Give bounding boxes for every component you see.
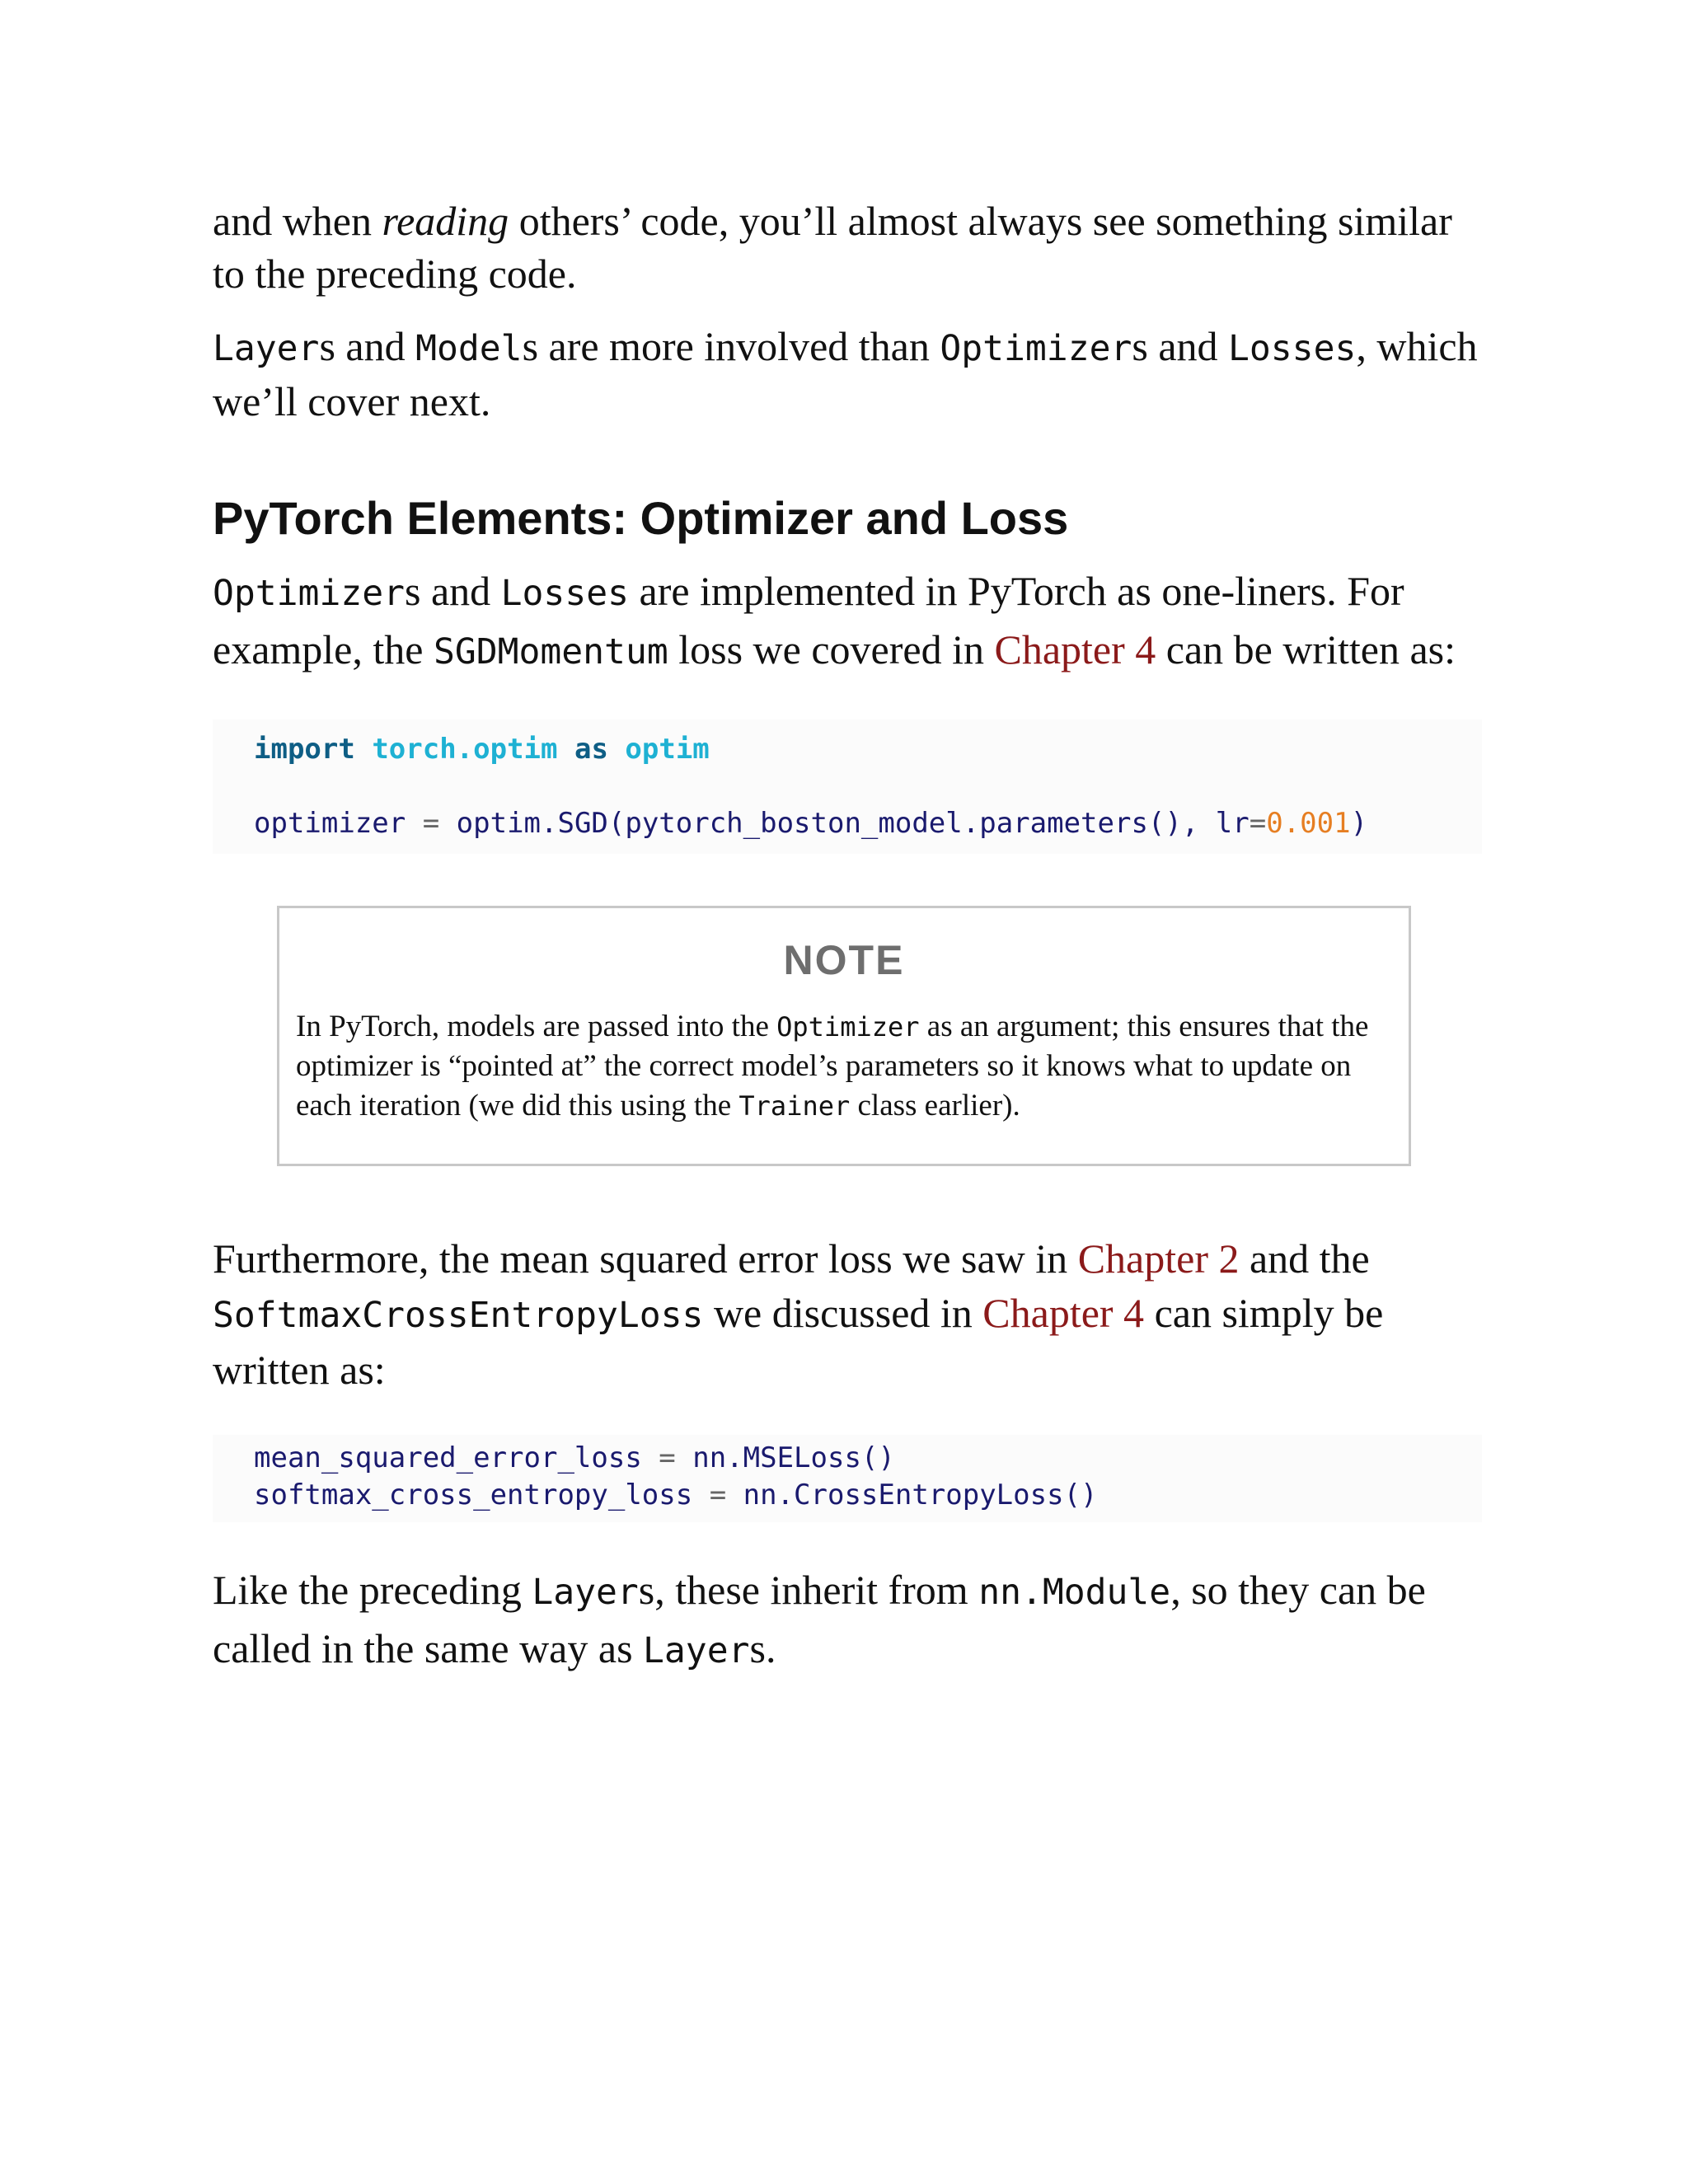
code-keyword: as xyxy=(574,733,608,766)
code-number: 0.001 xyxy=(1266,807,1351,840)
text: s and xyxy=(1132,323,1229,369)
code-identifier: softmax_cross_entropy_loss xyxy=(254,1479,693,1511)
inline-code: nn.Module xyxy=(978,1572,1171,1613)
inline-code: SGDMomentum xyxy=(433,631,668,673)
code-operator: = xyxy=(1249,807,1267,840)
note-box xyxy=(277,906,1411,1166)
chapter-4-link[interactable]: Chapter 4 xyxy=(982,1290,1145,1336)
chapter-2-link[interactable]: Chapter 2 xyxy=(1077,1235,1240,1282)
code-operator: = xyxy=(641,1441,693,1474)
code-module: torch.optim xyxy=(372,733,558,766)
text: are implemented in PyTorch as one-liners. For example, the xyxy=(213,568,1404,673)
chapter-4-link[interactable]: Chapter 4 xyxy=(994,626,1156,673)
section-heading: PyTorch Elements: Optimizer and Loss xyxy=(213,492,1069,544)
text: s. xyxy=(749,1625,776,1671)
text: In PyTorch, models are passed into the xyxy=(296,1010,777,1043)
text: can simply be written as: xyxy=(213,1290,1384,1393)
code-expression: nn.CrossEntropyLoss() xyxy=(743,1479,1098,1511)
code-block-optimizer xyxy=(213,719,1482,854)
code-expression: nn.MSELoss() xyxy=(692,1441,895,1474)
paragraph-optimizers xyxy=(213,563,1482,680)
inline-code: Optimizer xyxy=(213,573,405,614)
note-title: NOTE xyxy=(783,937,905,983)
code-expression: optim.SGD(pytorch_boston_model.parameters(), lr xyxy=(456,807,1250,840)
italic-text: reading xyxy=(382,198,509,244)
text: s and xyxy=(405,568,501,614)
text: Furthermore, the mean squared error loss we saw in xyxy=(213,1235,1078,1282)
text: loss we covered in xyxy=(668,626,995,673)
text: others’ code, you’ll almost always see something similar to the preceding code. xyxy=(213,198,1452,297)
code-identifier: optimizer xyxy=(254,807,406,840)
paragraph-losses xyxy=(213,1231,1482,1397)
inline-code: Optimizer xyxy=(776,1011,920,1043)
code-operator: = xyxy=(692,1479,743,1511)
text: s are more involved than xyxy=(522,323,940,369)
paragraph-reading-code xyxy=(213,194,1482,300)
inline-code: Losses xyxy=(1228,328,1357,369)
text: , so they can be called in the same way as xyxy=(213,1567,1426,1671)
text: and the xyxy=(1239,1235,1370,1282)
inline-code: Layer xyxy=(643,1630,750,1671)
code-punctuation: ) xyxy=(1350,807,1368,840)
text: can be written as: xyxy=(1156,626,1456,673)
inline-code: SoftmaxCrossEntropyLoss xyxy=(213,1295,704,1336)
inline-code: Losses xyxy=(500,573,629,614)
inline-code: Trainer xyxy=(738,1090,851,1122)
note-body xyxy=(296,1007,1392,1126)
code-operator: = xyxy=(406,807,457,840)
inline-code: Layer xyxy=(532,1572,639,1613)
text: s and xyxy=(319,323,416,369)
text: Like the preceding xyxy=(213,1567,532,1613)
inline-code: Model xyxy=(415,328,523,369)
code-keyword: import xyxy=(254,733,355,766)
text: class earlier). xyxy=(850,1089,1020,1122)
paragraph-inherit-module xyxy=(213,1562,1482,1679)
inline-code: Optimizer xyxy=(940,328,1132,369)
text: , which we’ll cover next. xyxy=(213,323,1478,424)
code-block-losses xyxy=(213,1435,1482,1522)
text: s, these inherit from xyxy=(638,1567,979,1613)
text: we discussed in xyxy=(703,1290,983,1336)
page-content xyxy=(213,194,1482,854)
code-identifier: mean_squared_error_loss xyxy=(254,1441,642,1474)
code-module: optim xyxy=(625,733,710,766)
inline-code: Layer xyxy=(213,328,320,369)
paragraph-layers-models xyxy=(213,320,1482,428)
text: as an argument; this ensures that the optimizer is “pointed at” the correct model’s parameters so it knows what to update on each iteration (we did this using the xyxy=(296,1010,1369,1122)
text: and when xyxy=(213,198,382,244)
page-content-lower xyxy=(213,1231,1482,1679)
